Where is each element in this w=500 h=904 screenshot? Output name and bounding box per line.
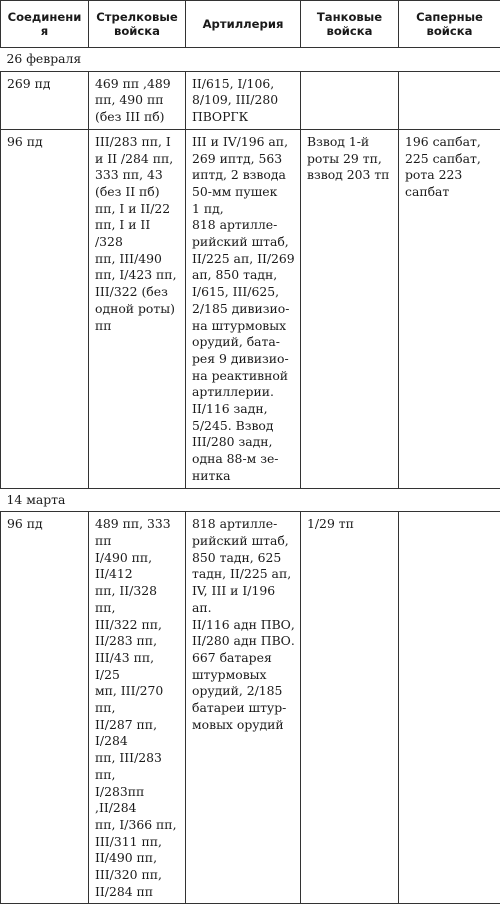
rifle-troops-cell: III/283 пп, I и II /284 пп, 333 пп, 43 (без II пб) пп, I и II/22 пп, I и II /328 пп, III/490 пп, I/423 пп, III/322 (без одной роты) пп [89, 129, 186, 488]
header-engineer-troops: Саперные войска [399, 1, 500, 48]
artillery-cell: II/615, I/106, 8/109, III/280 ПВОРГК [186, 71, 301, 129]
header-artillery: Артиллерия [186, 1, 301, 48]
artillery-cell: 818 артилле- рийский штаб, 850 тадн, 625 тадн, II/225 ап, IV, III и I/196 ап. II/116 адн ПВО, II/280 адн ПВО. 667 батарея штурмовых орудий, 2/185 батареи штур- мовых орудий [186, 512, 301, 904]
engineer-troops-cell [399, 512, 500, 904]
date-row [1, 48, 500, 72]
header-formations: Соединения [1, 1, 89, 48]
date-label: 14 марта [1, 488, 500, 512]
tank-troops-cell: 1/29 тп [301, 512, 399, 904]
formation-cell: 269 пд [1, 71, 89, 129]
header-tank-troops: Танковые войска [301, 1, 399, 48]
tank-troops-cell: Взвод 1-й роты 29 тп, взвод 203 тп [301, 129, 399, 488]
formation-cell: 96 пд [1, 129, 89, 488]
tank-troops-cell [301, 71, 399, 129]
rifle-troops-cell: 469 пп ,489 пп, 490 пп (без III пб) [89, 71, 186, 129]
formation-cell: 96 пд [1, 512, 89, 904]
date-row [1, 488, 500, 512]
date-label: 26 февраля [1, 48, 500, 72]
engineer-troops-cell [399, 71, 500, 129]
header-row [1, 1, 500, 48]
header-rifle-troops: Стрелковые войска [89, 1, 186, 48]
table-row [1, 129, 500, 488]
engineer-troops-cell: 196 сапбат, 225 сапбат, рота 223 сапбат [399, 129, 500, 488]
table-row [1, 71, 500, 129]
table-row [1, 512, 500, 904]
artillery-cell: III и IV/196 ап, 269 иптд, 563 иптд, 2 взвода 50-мм пушек 1 пд, 818 артилле- рийский штаб, II/225 ап, II/269 ап, 850 тадн, I/615, III/625, 2/185 дивизио- на штурмовых орудий, бата- рея 9 дивизио- на реактивной артиллерии. II/116 задн, 5/245. Взвод III/280 задн, одна 88-м зе- нитка [186, 129, 301, 488]
rifle-troops-cell: 489 пп, 333 пп I/490 пп, II/412 пп, II/328 пп, III/322 пп, II/283 пп, III/43 пп, I/25 мп, III/270 пп, II/287 пп, I/284 пп, III/283 пп, I/283пп ,II/284 пп, I/366 пп, III/311 пп, II/490 пп, III/320 пп, II/284 пп [89, 512, 186, 904]
